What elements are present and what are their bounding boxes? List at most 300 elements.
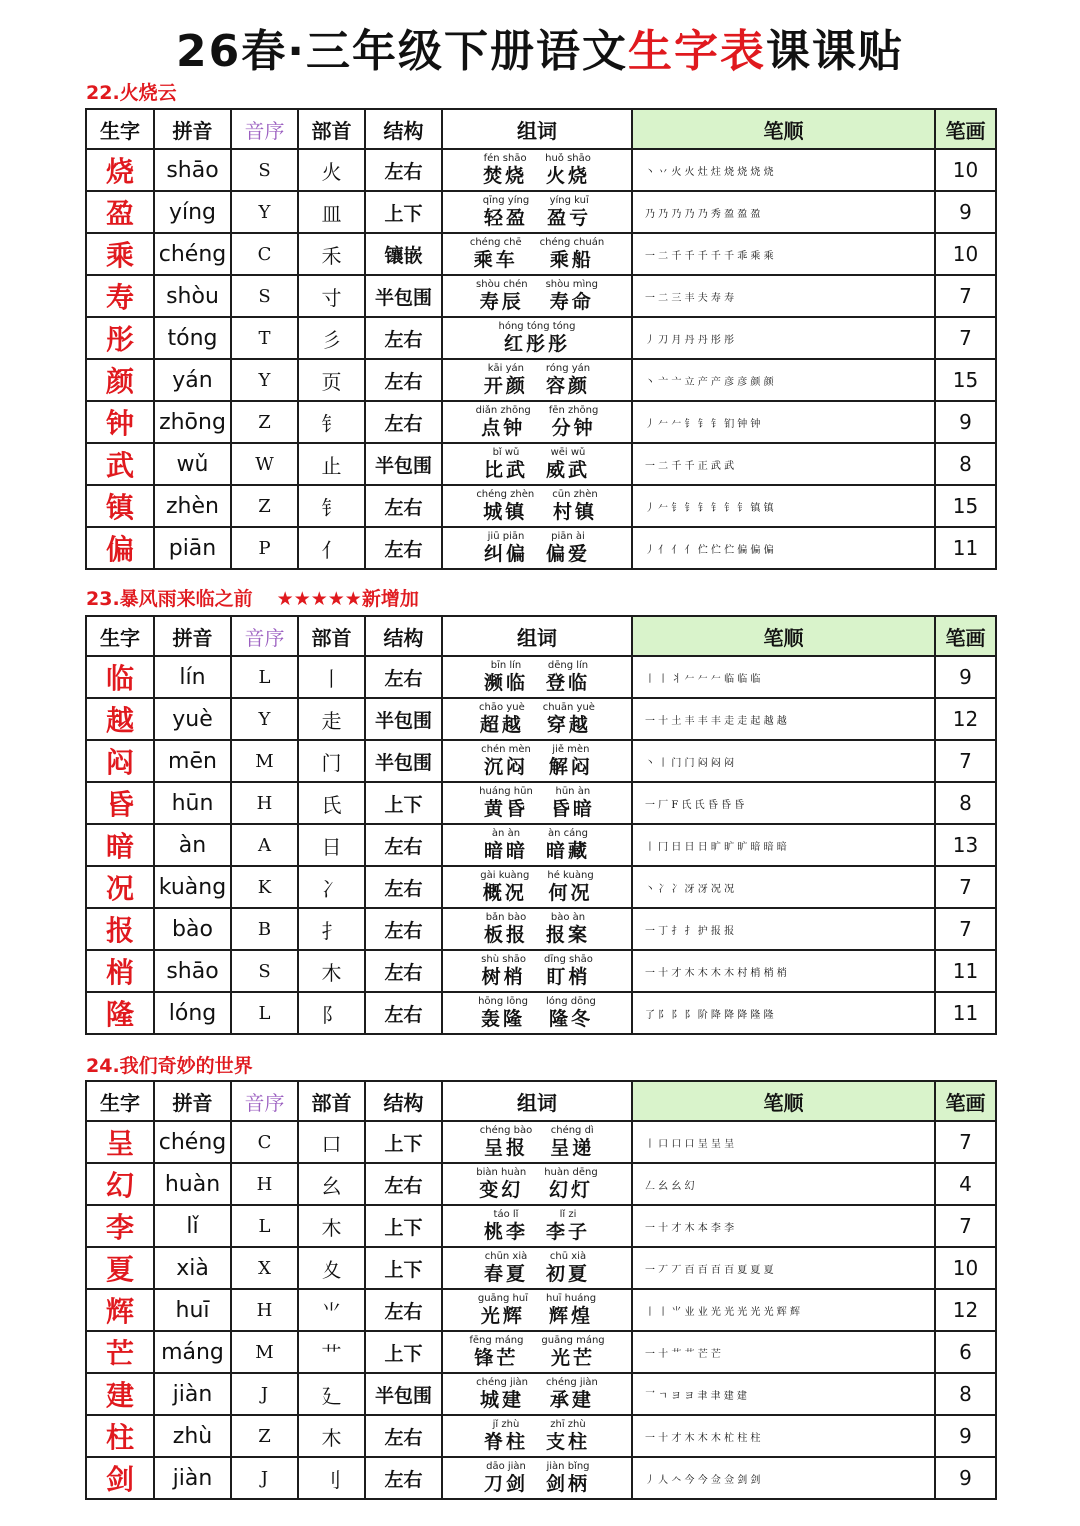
radical: 钅 — [298, 485, 365, 527]
new-character: 武 — [86, 443, 154, 485]
stroke-order-sequence: 丿 刀 月 丹 丹 彤 彤 — [645, 334, 735, 346]
word-pinyin: lǐ zi — [559, 1209, 577, 1220]
stroke-count: 11 — [935, 950, 996, 992]
word-item — [546, 1462, 590, 1494]
word-pinyin: lóng dōng — [545, 996, 596, 1007]
stroke-order — [632, 992, 935, 1034]
header-bishun: 笔顺 — [632, 616, 935, 656]
word-pinyin: fén shāo — [483, 153, 527, 164]
word-text: 开颜 — [483, 375, 528, 397]
stroke-order — [632, 950, 935, 992]
table-row — [86, 1289, 996, 1331]
word-item — [484, 1252, 528, 1284]
word-item — [480, 871, 529, 903]
word-group — [442, 1205, 632, 1247]
header-pinyin: 拼音 — [154, 1081, 231, 1121]
new-character: 辉 — [86, 1289, 154, 1331]
yinxu-letter: Y — [231, 359, 298, 401]
header-bishun: 笔顺 — [632, 1081, 935, 1121]
new-character: 乘 — [86, 233, 154, 275]
word-pinyin: jiàn bǐng — [546, 1461, 590, 1472]
word-text: 威武 — [546, 459, 591, 481]
stroke-order-sequence: 丿 𠂉 钅 钅 钅 钅 钅 钅 镇 镇 — [645, 502, 774, 514]
word-item — [483, 154, 527, 186]
word-pinyin: fēn zhōng — [548, 405, 599, 416]
stroke-count: 12 — [935, 1289, 996, 1331]
yinxu-letter: C — [231, 1121, 298, 1163]
stroke-order — [632, 149, 935, 191]
word-text: 李子 — [546, 1221, 591, 1243]
stroke-count: 15 — [935, 359, 996, 401]
stroke-order — [632, 908, 935, 950]
word-item — [546, 997, 596, 1029]
table-row — [86, 401, 996, 443]
table-row — [86, 1331, 996, 1373]
structure: 左右 — [365, 866, 442, 908]
word-pinyin: huī huáng — [546, 1293, 597, 1304]
yinxu-letter: S — [231, 950, 298, 992]
word-group — [442, 824, 632, 866]
word-pinyin: bīn lín — [490, 660, 522, 671]
radical: 木 — [298, 950, 365, 992]
word-item — [546, 1378, 598, 1410]
header-bushou: 部首 — [298, 1081, 365, 1121]
word-group — [442, 782, 632, 824]
word-text: 寿命 — [549, 291, 594, 313]
yinxu-letter: Y — [231, 191, 298, 233]
word-text: 乘船 — [549, 249, 594, 271]
header-char: 生字 — [86, 616, 154, 656]
new-character: 昏 — [86, 782, 154, 824]
radical: 日 — [298, 824, 365, 866]
word-group — [442, 401, 632, 443]
new-character: 夏 — [86, 1247, 154, 1289]
header-zuci: 组词 — [442, 616, 632, 656]
pinyin: lǐ — [154, 1205, 231, 1247]
word-pinyin: hóng tóng tóng — [498, 321, 576, 332]
pinyin: huī — [154, 1289, 231, 1331]
pinyin: hūn — [154, 782, 231, 824]
yinxu-letter: H — [231, 782, 298, 824]
word-group — [442, 317, 632, 359]
structure: 上下 — [365, 1331, 442, 1373]
word-item — [541, 1336, 604, 1368]
word-item — [469, 1336, 523, 1368]
word-group — [442, 1163, 632, 1205]
word-item — [546, 280, 598, 312]
stroke-order — [632, 656, 935, 698]
stroke-order-sequence: 丶 冫 冫 冴 冴 况 况 — [645, 883, 735, 895]
table-row — [86, 824, 996, 866]
radical: 皿 — [298, 191, 365, 233]
word-group — [442, 191, 632, 233]
yinxu-letter: L — [231, 1205, 298, 1247]
structure: 左右 — [365, 656, 442, 698]
word-text: 承建 — [549, 1389, 594, 1411]
word-group — [442, 992, 632, 1034]
table-row — [86, 908, 996, 950]
word-group — [442, 866, 632, 908]
word-pinyin: táo lǐ — [493, 1209, 519, 1220]
word-group — [442, 1121, 632, 1163]
header-jiegou: 结构 — [365, 109, 442, 149]
pinyin: àn — [154, 824, 231, 866]
word-item — [546, 364, 590, 396]
word-pinyin: shòu mìng — [545, 279, 598, 290]
new-character: 烧 — [86, 149, 154, 191]
pinyin: xià — [154, 1247, 231, 1289]
word-item — [476, 1378, 528, 1410]
word-pinyin: róng yán — [545, 363, 591, 374]
word-pinyin: guāng huī — [477, 1293, 528, 1304]
table-row — [86, 698, 996, 740]
pinyin: kuàng — [154, 866, 231, 908]
new-character: 隆 — [86, 992, 154, 1034]
new-character: 芒 — [86, 1331, 154, 1373]
stroke-order — [632, 698, 935, 740]
word-text: 超越 — [479, 714, 524, 736]
stroke-order — [632, 1121, 935, 1163]
table-row — [86, 1121, 996, 1163]
radical: 门 — [298, 740, 365, 782]
word-pinyin: chéng bào — [479, 1125, 533, 1136]
table-row — [86, 1457, 996, 1499]
stroke-order-sequence: 一 丆 丆 百 百 百 百 夏 夏 夏 — [645, 1264, 774, 1276]
word-text: 呈递 — [550, 1137, 595, 1159]
yinxu-letter: A — [231, 824, 298, 866]
word-group — [442, 1415, 632, 1457]
structure: 半包围 — [365, 1373, 442, 1415]
stroke-count: 8 — [935, 1373, 996, 1415]
yinxu-letter: Y — [231, 698, 298, 740]
word-text: 乘车 — [473, 249, 518, 271]
word-item — [549, 406, 599, 438]
header-yinxu: 音序 — [231, 109, 298, 149]
pinyin: zhù — [154, 1415, 231, 1457]
stroke-order — [632, 782, 935, 824]
word-pinyin: chuān yuè — [542, 702, 595, 713]
word-pinyin: gài kuàng — [480, 870, 530, 881]
word-pinyin: dāo jiàn — [486, 1461, 526, 1472]
word-pinyin: huǒ shāo — [545, 153, 591, 164]
word-item — [484, 1420, 528, 1452]
structure: 左右 — [365, 485, 442, 527]
stroke-order — [632, 485, 935, 527]
word-text: 盯梢 — [546, 966, 591, 988]
word-item — [478, 1294, 528, 1326]
stroke-order-sequence: 一 十 才 木 本 李 李 — [645, 1222, 735, 1234]
word-group — [442, 275, 632, 317]
radical: 火 — [298, 149, 365, 191]
structure: 上下 — [365, 191, 442, 233]
section-title: 22.火烧云 — [86, 82, 177, 104]
word-pinyin: chūn xià — [484, 1251, 528, 1262]
word-group — [442, 485, 632, 527]
stroke-order-sequence: 丶 亠 亠 立 产 产 彦 彦 颜 颜 — [645, 376, 774, 388]
word-pinyin: shòu chén — [476, 279, 528, 290]
word-pinyin: diǎn zhōng — [475, 405, 531, 416]
header-bushou: 部首 — [298, 616, 365, 656]
stroke-order-sequence: 丿 人 𠆢 今 今 佥 佥 剑 剑 — [645, 1474, 761, 1486]
yinxu-letter: T — [231, 317, 298, 359]
stroke-order-sequence: 丿 𠂉 𠂉 钅 钅 钅 钔 钟 钟 — [645, 418, 761, 430]
structure: 上下 — [365, 782, 442, 824]
word-item — [476, 406, 531, 438]
structure: 左右 — [365, 950, 442, 992]
word-item — [483, 196, 529, 228]
structure: 左右 — [365, 992, 442, 1034]
pinyin: jiàn — [154, 1373, 231, 1415]
word-item — [551, 787, 595, 819]
table-row — [86, 359, 996, 401]
pinyin: chéng — [154, 1121, 231, 1163]
structure: 上下 — [365, 1247, 442, 1289]
word-item — [543, 703, 595, 735]
word-item — [546, 1294, 596, 1326]
new-character: 李 — [86, 1205, 154, 1247]
structure: 左右 — [365, 824, 442, 866]
new-character: 彤 — [86, 317, 154, 359]
radical: 夊 — [298, 1247, 365, 1289]
table-row — [86, 1373, 996, 1415]
vocab-table — [85, 615, 997, 1035]
word-group — [442, 443, 632, 485]
word-item — [484, 448, 528, 480]
stroke-order — [632, 824, 935, 866]
new-character: 钟 — [86, 401, 154, 443]
word-text: 沉闷 — [483, 756, 528, 778]
structure: 上下 — [365, 1205, 442, 1247]
stroke-order-sequence: 丨 丨 丬 𠂉 𠂉 𠂉 临 临 临 — [645, 673, 761, 685]
stroke-count: 9 — [935, 191, 996, 233]
structure: 左右 — [365, 527, 442, 569]
structure: 半包围 — [365, 740, 442, 782]
stroke-order — [632, 359, 935, 401]
word-group — [442, 1247, 632, 1289]
word-pinyin: bǐ wǔ — [492, 447, 520, 458]
yinxu-letter: C — [231, 233, 298, 275]
pinyin: tóng — [154, 317, 231, 359]
section-title: 24.我们奇妙的世界 — [86, 1055, 253, 1077]
word-pinyin: chén mèn — [481, 744, 531, 755]
word-text: 比武 — [483, 459, 528, 481]
pinyin: piān — [154, 527, 231, 569]
word-group — [442, 656, 632, 698]
word-text: 桃李 — [483, 1221, 528, 1243]
stroke-order — [632, 1205, 935, 1247]
word-pinyin: huàn dēng — [544, 1167, 598, 1178]
yinxu-letter: J — [231, 1457, 298, 1499]
stroke-count: 7 — [935, 317, 996, 359]
stroke-count: 11 — [935, 992, 996, 1034]
header-pinyin: 拼音 — [154, 616, 231, 656]
word-pinyin: jiě mèn — [552, 744, 590, 755]
word-pinyin: qīng yíng — [482, 195, 530, 206]
word-pinyin: chéng dì — [550, 1125, 594, 1136]
stroke-count: 11 — [935, 527, 996, 569]
word-item — [549, 745, 593, 777]
radical: 彡 — [298, 317, 365, 359]
word-group — [442, 908, 632, 950]
word-text: 锋芒 — [474, 1347, 519, 1369]
stroke-count: 12 — [935, 698, 996, 740]
word-pinyin: hūn àn — [555, 786, 591, 797]
word-text: 纠偏 — [483, 543, 528, 565]
stroke-order-sequence: 一 十 土 丰 丰 丰 走 走 起 越 越 — [645, 715, 787, 727]
word-pinyin: hé kuàng — [547, 870, 594, 881]
radical: 阝 — [298, 992, 365, 1034]
new-character: 寿 — [86, 275, 154, 317]
table-header — [86, 1081, 996, 1121]
radical: 木 — [298, 1205, 365, 1247]
stroke-order — [632, 191, 935, 233]
word-text: 树梢 — [481, 966, 526, 988]
radical: 木 — [298, 1415, 365, 1457]
stroke-count: 15 — [935, 485, 996, 527]
word-text: 村镇 — [552, 501, 597, 523]
word-text: 报案 — [546, 924, 591, 946]
pinyin: zhōng — [154, 401, 231, 443]
table-row — [86, 656, 996, 698]
word-item — [481, 745, 531, 777]
stroke-order-sequence: 丨 丨 ⺌ 业 业 光 光 光 光 光 辉 辉 — [645, 1306, 800, 1318]
new-character: 临 — [86, 656, 154, 698]
radical: 寸 — [298, 275, 365, 317]
new-character: 偏 — [86, 527, 154, 569]
radical: 氏 — [298, 782, 365, 824]
word-text: 寿辰 — [479, 291, 524, 313]
table-row — [86, 233, 996, 275]
word-item — [547, 871, 593, 903]
table-row — [86, 992, 996, 1034]
radical: 亻 — [298, 527, 365, 569]
table-row — [86, 1163, 996, 1205]
word-pinyin: chū xià — [549, 1251, 587, 1262]
new-character: 闷 — [86, 740, 154, 782]
stroke-order-sequence: 丨 口 口 口 呈 呈 呈 — [645, 1138, 735, 1150]
word-item — [546, 913, 590, 945]
stroke-order — [632, 1457, 935, 1499]
title-suffix: 课课贴 — [765, 26, 904, 77]
word-pinyin: bào àn — [550, 912, 586, 923]
word-item — [546, 829, 590, 861]
word-text: 登临 — [546, 672, 591, 694]
table-row — [86, 191, 996, 233]
word-item — [484, 532, 528, 564]
pinyin: yíng — [154, 191, 231, 233]
yinxu-letter: L — [231, 656, 298, 698]
word-text: 分钟 — [551, 417, 596, 439]
header-char: 生字 — [86, 1081, 154, 1121]
vocab-table — [85, 108, 997, 570]
word-text: 支柱 — [546, 1431, 591, 1453]
word-item — [484, 1462, 528, 1494]
word-item — [479, 787, 533, 819]
stroke-order-sequence: 一 丁 扌 扌 护 报 报 — [645, 925, 735, 937]
stroke-order-sequence: 一 十 才 木 木 木 杧 柱 柱 — [645, 1432, 761, 1444]
structure: 左右 — [365, 1163, 442, 1205]
new-character: 况 — [86, 866, 154, 908]
table-row — [86, 1205, 996, 1247]
table-row — [86, 443, 996, 485]
stroke-order — [632, 527, 935, 569]
yinxu-letter: P — [231, 527, 298, 569]
word-item — [476, 490, 534, 522]
new-character: 暗 — [86, 824, 154, 866]
word-text: 何况 — [548, 882, 593, 904]
stroke-order-sequence: 了 阝 阝 阝 阶 降 降 降 隆 隆 — [645, 1009, 774, 1021]
stroke-order — [632, 443, 935, 485]
stroke-order — [632, 740, 935, 782]
stroke-order-sequence: 𠃋 幺 幺 幻 — [645, 1180, 695, 1192]
word-text: 盈亏 — [547, 207, 592, 229]
word-item — [470, 238, 522, 270]
word-pinyin: huáng hūn — [479, 786, 533, 797]
stroke-order-sequence: 一 厂 F 氏 氏 昏 昏 昏 — [645, 799, 745, 811]
stroke-count: 9 — [935, 1457, 996, 1499]
new-character: 幻 — [86, 1163, 154, 1205]
word-pinyin: chéng jiàn — [476, 1377, 528, 1388]
stroke-count: 9 — [935, 1415, 996, 1457]
word-text: 焚烧 — [483, 165, 528, 187]
pinyin: lín — [154, 656, 231, 698]
word-text: 解闷 — [548, 756, 593, 778]
stroke-order — [632, 1373, 935, 1415]
word-pinyin: chāo yuè — [479, 702, 525, 713]
structure: 左右 — [365, 317, 442, 359]
word-text: 城镇 — [483, 501, 528, 523]
stroke-count: 9 — [935, 656, 996, 698]
header-jiegou: 结构 — [365, 1081, 442, 1121]
pinyin: jiàn — [154, 1457, 231, 1499]
new-character: 剑 — [86, 1457, 154, 1499]
structure: 镶嵌 — [365, 233, 442, 275]
stroke-count: 7 — [935, 275, 996, 317]
word-text: 濒临 — [483, 672, 528, 694]
stroke-order-sequence: 一 二 千 千 千 千 千 乖 乘 乘 — [645, 250, 774, 262]
structure: 半包围 — [365, 275, 442, 317]
yinxu-letter: Z — [231, 485, 298, 527]
pinyin: shòu — [154, 275, 231, 317]
header-zuci: 组词 — [442, 1081, 632, 1121]
stroke-order — [632, 1163, 935, 1205]
stroke-order-sequence: 丿 亻 亻 亻 伫 伫 伫 偏 偏 偏 — [645, 544, 774, 556]
word-item — [478, 997, 528, 1029]
header-yinxu: 音序 — [231, 1081, 298, 1121]
word-item — [546, 532, 590, 564]
word-text: 概况 — [482, 882, 527, 904]
stroke-count: 8 — [935, 782, 996, 824]
section-title: 23.暴风雨来临之前 ★★★★★新增加 — [86, 588, 419, 610]
structure: 上下 — [365, 1121, 442, 1163]
yinxu-letter: W — [231, 443, 298, 485]
pinyin: bào — [154, 908, 231, 950]
new-character: 建 — [86, 1373, 154, 1415]
table-row — [86, 740, 996, 782]
header-bihua: 笔画 — [935, 109, 996, 149]
header-bihua: 笔画 — [935, 1081, 996, 1121]
yinxu-letter: S — [231, 275, 298, 317]
radical: 禾 — [298, 233, 365, 275]
vocab-table — [85, 1080, 997, 1500]
pinyin: shāo — [154, 950, 231, 992]
stroke-order — [632, 401, 935, 443]
yinxu-letter: M — [231, 740, 298, 782]
header-char: 生字 — [86, 109, 154, 149]
yinxu-letter: H — [231, 1163, 298, 1205]
word-pinyin: biàn huàn — [476, 1167, 527, 1178]
structure: 左右 — [365, 1457, 442, 1499]
